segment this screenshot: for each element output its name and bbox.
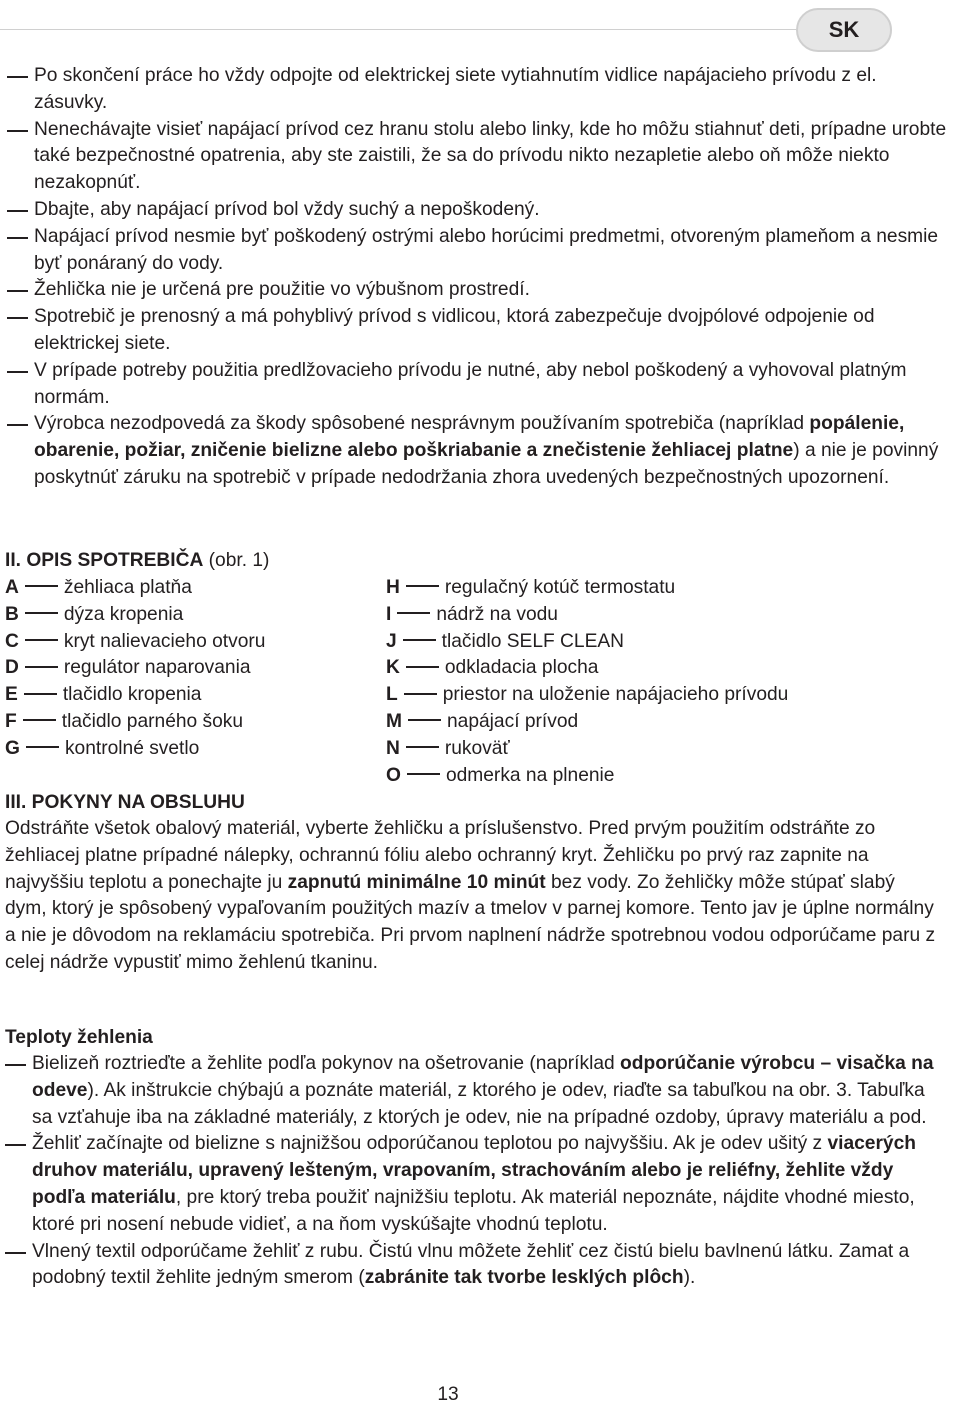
text: Dbajte, aby napájací prívod bol vždy suchý a nepoškodený.: [34, 198, 540, 220]
part-item: [386, 655, 788, 682]
em-dash-marker: [25, 666, 58, 668]
part-label: priestor na uloženie napájacieho prívodu: [442, 684, 789, 706]
bullet-item: [7, 224, 947, 278]
em-dash-marker: [23, 719, 56, 721]
bullet-item: [7, 277, 947, 304]
em-dash-marker: [406, 666, 439, 668]
part-label: kryt nalievacieho otvoru: [63, 630, 266, 652]
em-dash-marker: [5, 1064, 26, 1066]
operating-instructions-paragraph: [5, 816, 940, 977]
language-badge: [796, 8, 892, 52]
part-letter: A: [5, 577, 19, 598]
section-3-title: III. POKYNY NA OBSLUHU: [5, 792, 245, 813]
text: Odstráňte všetok obalový materiál, vyberte žehličku a príslušenstvo. Pred prvým použitím odstráňte zo žehliacej platne prípadné nálepky, ochrannú fóliu alebo ochranný kryt. Žehličku po prvý raz zapnite na najvyššiu teplotu a ponechajte ju: [5, 818, 876, 893]
bold-text: viacerých druhov materiálu, upravený lešteným, vrapovaním, strachováním alebo je reliéfny, žehlite vždy podľa materiálu: [32, 1133, 916, 1208]
em-dash-marker: [7, 290, 28, 292]
language-code: SK: [828, 16, 860, 42]
bullet-item: [7, 63, 947, 117]
em-dash-marker: [408, 719, 441, 721]
part-letter: H: [386, 577, 400, 598]
ironing-temperatures-list: [5, 1051, 940, 1292]
parts-list-right: [386, 575, 788, 789]
part-letter: B: [5, 603, 19, 625]
text: , pre ktorý treba použiť najnižšiu teplotu. Ak materiál nepoznáte, nájdite vhodné miesto, ktoré pri nosení nebude vidieť, a na ňom vyskúšajte vhodnú teplotu.: [32, 1186, 915, 1235]
bullet-item: [7, 197, 947, 224]
part-item: [386, 763, 788, 790]
em-dash-marker: [5, 1144, 26, 1146]
text: Spotrebič je prenosný a má pohyblivý prívod s vidlicou, ktorá zabezpečuje dvojpólové odpojenie od elektrickej siete.: [34, 306, 875, 354]
em-dash-marker: [25, 585, 58, 587]
part-item: [5, 655, 265, 682]
part-label: regulátor naparovania: [63, 657, 251, 679]
part-label: tlačidlo kropenia: [62, 684, 202, 706]
safety-instructions-list: [7, 63, 947, 492]
text: bez vody. Zo žehličky môže stúpať slabý dym, ktorý je spôsobený vypaľovaním použitých mazív a tmelov v parnej komore. Tento jav je úplne normálny a nie je dôvodom na reklamáciu spotrebiča. Pri prvom naplnení nádrže spotrebnou vodou odporúčame paru z celej nádrže vypustiť mimo žehlenú tkaninu.: [5, 871, 936, 973]
em-dash-marker: [7, 317, 28, 319]
part-item: [386, 575, 788, 602]
part-label: žehliaca platňa: [63, 577, 192, 598]
part-letter: E: [5, 684, 18, 706]
text: ) a nie je povinný poskytnúť záruku na spotrebič v prípade nedodržania zhora uvedených bezpečnostných upozornení.: [34, 440, 939, 488]
part-item: [5, 575, 265, 602]
text: V prípade potreby použitia predlžovacieho prívodu je nutné, aby nebol poškodený a vyhovoval platným normám.: [34, 359, 907, 408]
bullet-item: [7, 411, 947, 491]
part-label: tlačidlo parného šoku: [61, 710, 244, 732]
part-letter: J: [386, 630, 397, 652]
part-letter: M: [386, 710, 402, 732]
part-letter: O: [386, 764, 401, 786]
em-dash-marker: [406, 585, 439, 587]
em-dash-marker: [7, 130, 28, 132]
part-label: tlačidlo SELF CLEAN: [441, 630, 625, 652]
part-item: [386, 602, 788, 629]
part-letter: G: [5, 737, 20, 759]
parts-list-left: [5, 575, 265, 763]
bullet-item: [5, 1239, 940, 1293]
part-letter: D: [5, 657, 19, 679]
bullet-item: [7, 117, 947, 197]
section-2-title-text: II. OPIS SPOTREBIČA: [5, 550, 204, 571]
part-label: odkladacia plocha: [444, 657, 599, 679]
em-dash-marker: [406, 746, 439, 748]
part-item: [5, 709, 265, 736]
bullet-item: [7, 358, 947, 412]
part-label: regulačný kotúč termostatu: [444, 577, 676, 598]
bold-text: odporúčanie výrobcu – visačka na odeve: [32, 1053, 934, 1101]
em-dash-marker: [24, 693, 57, 695]
part-label: rukoväť: [444, 737, 510, 759]
text: Bielizeň roztrieďte a žehlite podľa pokynov na ošetrovanie (napríklad: [32, 1053, 621, 1074]
section-2-title: [5, 548, 269, 575]
part-item: [386, 736, 788, 763]
bold-text: zabránite tak tvorbe lesklých plôch: [364, 1267, 684, 1289]
em-dash-marker: [26, 746, 59, 748]
part-item: [5, 629, 265, 656]
part-letter: F: [5, 710, 17, 732]
bullet-item: [7, 304, 947, 358]
bold-text: popálenie, obarenie, požiar, zničenie bielizne alebo poškriabanie a znečistenie žehliacej platne: [34, 413, 905, 462]
text: ). Ak inštrukcie chýbajú a poznáte materiál, z ktorého je odev, riaďte sa tabuľkou na obr. 3. Tabuľka sa vzťahuje iba na základné materiály, z ktorých je odev, nie na prípadné ozdoby, úpravy materiálu a pod.: [32, 1079, 927, 1128]
text: Žehliť začínajte od bielizne s najnižšou odporúčanou teplotou po najvyššiu. Ak je odev ušitý z: [32, 1133, 828, 1155]
text: Nenechávajte visieť napájací prívod cez hranu stolu alebo linky, kde ho môžu stiahnuť deti, prípadne urobte také bezpečnostné opatrenia, aby ste zaistili, že sa do prívodu nikto nezapletie alebo oň môže niekto nezakopnúť.: [34, 118, 947, 194]
text: Žehlička nie je určená pre použitie vo výbušnom prostredí.: [34, 279, 530, 301]
part-item: [5, 682, 265, 709]
em-dash-marker: [7, 76, 28, 78]
part-label: nádrž na vodu: [436, 603, 558, 625]
page-number: 13: [437, 1384, 459, 1405]
em-dash-marker: [407, 773, 440, 775]
em-dash-marker: [403, 639, 436, 641]
bullet-item: [5, 1131, 940, 1238]
part-label: napájací prívod: [446, 710, 579, 732]
part-item: [5, 602, 265, 629]
em-dash-marker: [7, 371, 28, 373]
part-letter: L: [386, 684, 398, 706]
header-rule: [0, 29, 796, 30]
part-letter: I: [386, 603, 392, 625]
section-2-figure-ref: (obr. 1): [203, 550, 270, 571]
ironing-temperatures-heading: Teploty žehlenia: [5, 1027, 153, 1048]
em-dash-marker: [5, 1252, 26, 1254]
bullet-item: [5, 1051, 940, 1131]
part-label: kontrolné svetlo: [64, 737, 200, 759]
text: Po skončení práce ho vždy odpojte od elektrickej siete vytiahnutím vidlice napájacieho prívodu z el. zásuvky.: [34, 65, 877, 113]
part-letter: N: [386, 737, 400, 759]
part-item: [386, 709, 788, 736]
text: Napájací prívod nesmie byť poškodený ostrými alebo horúcimi predmetmi, otvoreným plameňom a nesmie byť ponáraný do vody.: [34, 225, 939, 274]
part-label: dýza kropenia: [63, 603, 184, 625]
part-letter: C: [5, 630, 19, 652]
em-dash-marker: [7, 237, 28, 239]
em-dash-marker: [404, 693, 437, 695]
bold-text: zapnutú minimálne 10 minút: [287, 871, 546, 893]
text: Výrobca nezodpovedá za škody spôsobené nesprávnym používaním spotrebiča (napríklad: [34, 413, 810, 435]
part-letter: K: [386, 657, 400, 679]
part-label: odmerka na plnenie: [445, 764, 615, 786]
text: Vlnený textil odporúčame žehliť z rubu. Čistú vlnu môžete žehliť cez čistú bielu bavlnenú látku. Zamat a podobný textil žehlite jedným smerom (: [32, 1240, 910, 1289]
em-dash-marker: [7, 210, 28, 212]
em-dash-marker: [25, 612, 58, 614]
part-item: [386, 682, 788, 709]
text: ).: [683, 1267, 696, 1289]
em-dash-marker: [25, 639, 58, 641]
em-dash-marker: [397, 612, 430, 614]
part-item: [386, 629, 788, 656]
em-dash-marker: [7, 424, 28, 426]
part-item: [5, 736, 265, 763]
